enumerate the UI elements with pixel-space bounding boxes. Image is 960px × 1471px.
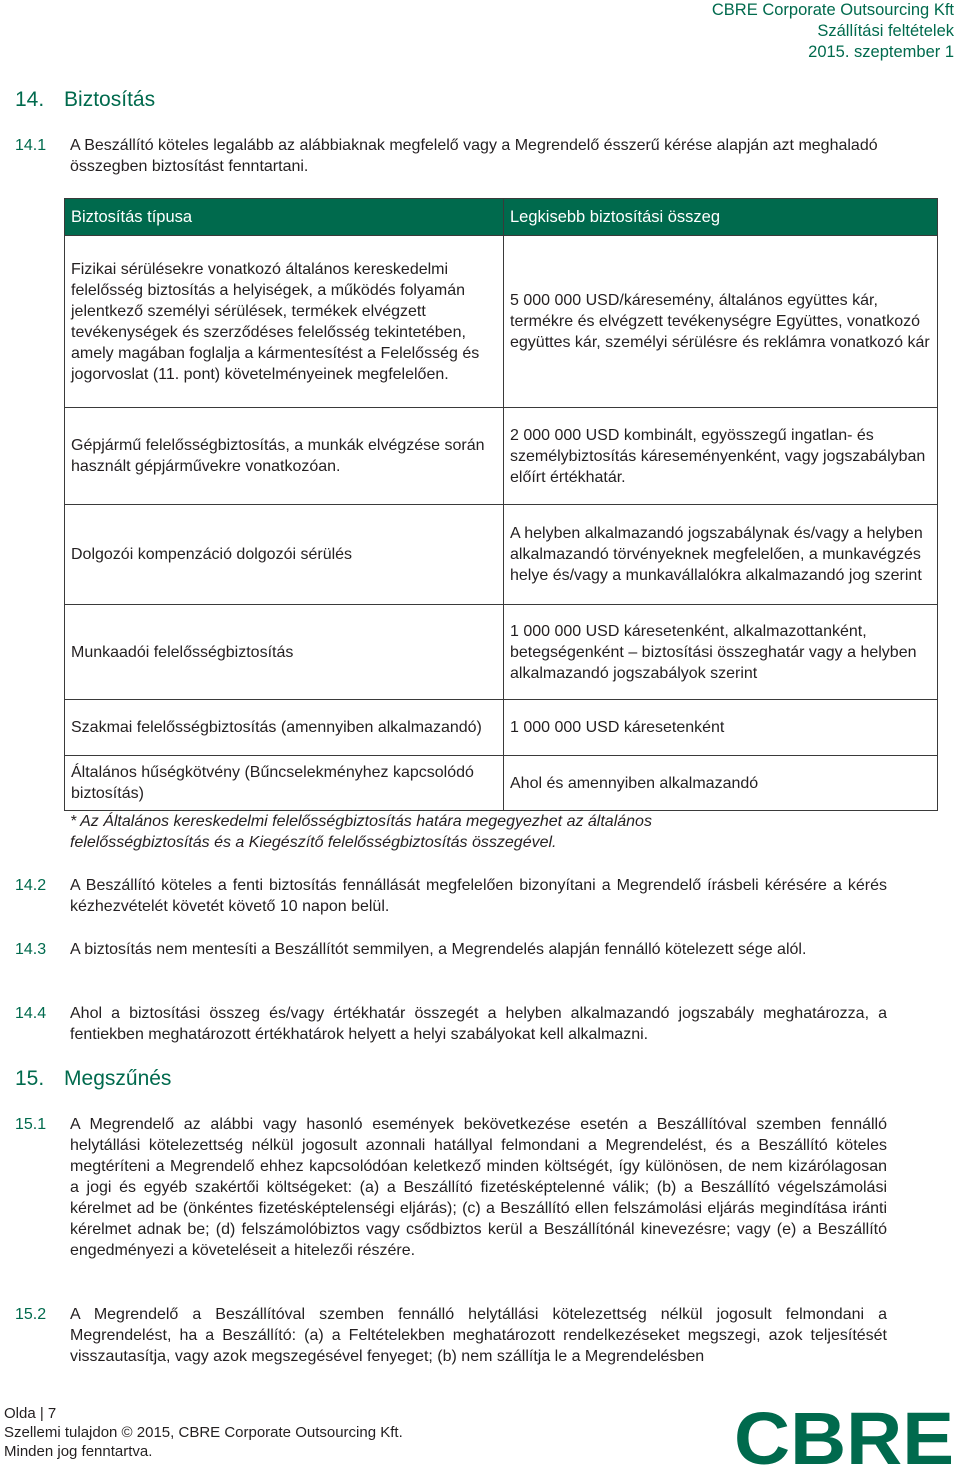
page-header: [712, 0, 954, 63]
table-cell-amount: 2 000 000 USD kombinált, egyösszegű ingatlan- és személybiztosítás káreseményenként, vagy jogszabályban előírt értékhatár.: [504, 408, 938, 505]
table-row: [65, 605, 938, 700]
table-cell-type: Szakmai felelősségbiztosítás (amennyiben alkalmazandó): [65, 700, 504, 756]
section-15-number: 15.: [15, 1067, 45, 1090]
table-cell-type: Dolgozói kompenzáció dolgozói sérülés: [65, 505, 504, 605]
table-cell-type: Általános hűségkötvény (Bűncselekményhez kapcsolódó biztosítás): [65, 756, 504, 811]
table-row: [65, 700, 938, 756]
col-header-type: Biztosítás típusa: [65, 199, 504, 236]
para-14-3-text: A biztosítás nem mentesíti a Beszállítót semmilyen, a Megrendelés alapján fennálló kötelezett sége alól.: [70, 941, 807, 958]
para-15-1-number: 15.1: [15, 1116, 47, 1133]
table-footnote: * Az Általános kereskedelmi felelősségbiztosítás határa megegyezhet az általános felelősségbiztosítás és a Kiegészítő felelősségbiztosítás összegével.: [70, 813, 652, 851]
section-14-title: Biztosítás: [64, 88, 156, 111]
table-row: [65, 236, 938, 408]
section-14-heading: [15, 88, 155, 112]
header-date: 2015. szeptember 1: [808, 43, 954, 61]
para-14-2-text: A Beszállító köteles a fenti biztosítás fennállását megfelelően bizonyítani a Megrendelő írásbeli kérésére a kérés kézhezvételét követét követő 10 napon belül.: [70, 877, 887, 915]
footer-rights: Minden jog fenntartva.: [4, 1443, 153, 1460]
para-15-2-text: A Megrendelő a Beszállítóval szemben fennálló helytállási kötelezettség nélkül jogosult felmondani a Megrendelést, ha a Beszállító: (a) a Feltételekben meghatározott rendelkezéseket megszegi, azok teljesítését visszautasítja, vagy azok megszegésével fenyeget; (b) nem szállítja le a Megrendelésben: [70, 1306, 887, 1365]
col-header-amount: Legkisebb biztosítási összeg: [504, 199, 938, 236]
para-14-3-number: 14.3: [15, 941, 47, 958]
para-15-2-number: 15.2: [15, 1306, 47, 1323]
header-doc-title: Szállítási feltételek: [817, 22, 954, 40]
footer-copyright: Szellemi tulajdon © 2015, CBRE Corporate Outsourcing Kft.: [4, 1424, 403, 1441]
table-row: [65, 756, 938, 811]
table-cell-amount: 1 000 000 USD káresetenként, alkalmazottanként, betegségenként – biztosítási összeghatár vagy a helyben alkalmazandó jogszabályok szerint: [504, 605, 938, 700]
cbre-logo: [734, 1408, 956, 1466]
page-footer: [4, 1404, 403, 1461]
table-row: [65, 408, 938, 505]
table-cell-type: Munkaadói felelősségbiztosítás: [65, 605, 504, 700]
footer-page-number: Olda | 7: [4, 1405, 57, 1422]
table-cell-amount: 1 000 000 USD káresetenként: [504, 700, 938, 756]
table-cell-type: Gépjármű felelősségbiztosítás, a munkák elvégzése során használt gépjárművekre vonatkozóan.: [65, 408, 504, 505]
section-15-title: Megszűnés: [64, 1067, 172, 1090]
para-14-4-number: 14.4: [15, 1005, 47, 1022]
insurance-table: [64, 198, 938, 811]
para-14-4-text: Ahol a biztosítási összeg és/vagy értékhatár összegét a helyben alkalmazandó jogszabály meghatározza, a fentiekben meghatározott értékhatárok helyett a helyi szabályokat kell alkalmazni.: [70, 1005, 887, 1043]
cbre-logo-text: CBRE: [734, 1408, 954, 1466]
table-cell-amount: Ahol és amennyiben alkalmazandó: [504, 756, 938, 811]
table-cell-type: Fizikai sérülésekre vonatkozó általános kereskedelmi felelősség biztosítás a helyiségek, a működés folyamán jelentkező személyi sérülések, termékek elvégzett tevékenységek és szerződéses felelősség tekintetében, amely magában foglalja a kármentesítést a Felelősség és jogorvoslat (11. pont) követelményeinek megfelelően.: [65, 236, 504, 408]
para-14-1-number: 14.1: [15, 137, 47, 154]
table-row: [65, 505, 938, 605]
header-company: CBRE Corporate Outsourcing Kft: [711, 1, 954, 19]
section-14-number: 14.: [15, 88, 45, 111]
para-14-1-text: A Beszállító köteles legalább az alábbiaknak megfelelő vagy a Megrendelő ésszerű kérése alapján azt meghaladó összegben biztosítást fenntartani.: [70, 137, 878, 175]
para-14-2-number: 14.2: [15, 877, 47, 894]
insurance-table-header-row: [65, 199, 938, 236]
section-15-heading: [15, 1067, 171, 1091]
table-cell-amount: 5 000 000 USD/káresemény, általános együttes kár, termékre és elvégzett tevékenységre Együttes, vonatkozó együttes kár, személyi sérülésre és reklámra vonatkozó kár: [504, 236, 938, 408]
para-15-1-text: A Megrendelő az alábbi vagy hasonló események bekövetkezése esetén a Beszállítóval szemben fennálló helytállási kötelezettség nélkül jogosult azonnali hatállyal felmondani a Megrendelést, és a Beszállító köteles megtéríteni a Megrendelő ehhez kapcsolódóan keletkező minden költségét, így különösen, de nem kizárólagosan a jogi és egyéb szakértői költségeket: (a) a Beszállító fizetésképtelenné válik; (b) a Beszállító végelszámolási kérelmet ad be (önkéntes fizetésképtelenségi eljárás); (c) a Beszállító ellen felszámolási eljárás megindítása iránti kérelmet adnak be; (d) felszámolóbiztos vagy csődbiztos kerül a Beszállítónál kinevezésre; vagy (e) a Beszállító engedményezi a követeléseit a hitelezői részére.: [70, 1116, 887, 1259]
table-cell-amount: A helyben alkalmazandó jogszabálynak és/vagy a helyben alkalmazandó törvényeknek megfelelően, a munkavégzés helye és/vagy a munkavállalókra alkalmazandó jog szerint: [504, 505, 938, 605]
